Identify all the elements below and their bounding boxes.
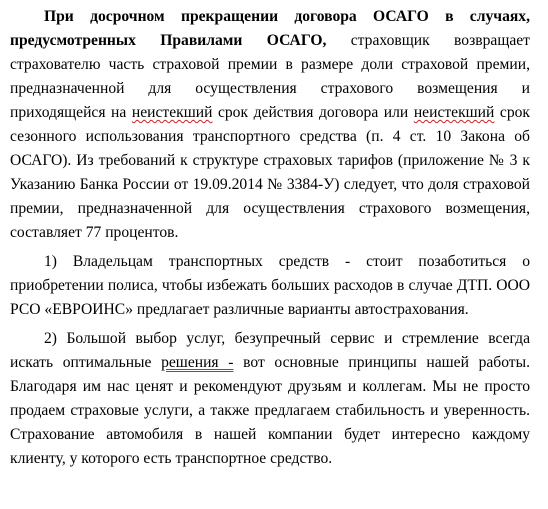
paragraph-2-line: 1) Владельцам транспортных средств - стоит позаботиться о [44,253,530,270]
paragraph-3-line: клиенту, у которого есть транспортное средство. [10,450,333,467]
paragraph-1-line: страхователю часть страховой премии в размере доли страховой премии, [10,56,530,73]
paragraph-1-line [10,101,530,125]
paragraph-3-line: продаем страховые услуги, а также предлагаем стабильность и уверенность. [10,402,530,419]
paragraph-2-line: РСО «ЕВРОИНС» предлагает различные варианты автострахования. [10,301,469,318]
grammar-flagged-text[interactable]: решения - [161,354,234,371]
body-text: срок действия договора или [212,104,414,121]
misspelled-word[interactable]: неистекший [413,104,495,121]
paragraph-1-line: составляет 77 процентов. [10,224,179,241]
paragraph-1-line: предназначенной для осуществления страхового возмещения и [10,80,530,97]
paragraph-3-line: Страхование автомобиля в нашей компании будет интересно каждому [10,426,530,443]
paragraph-1-line [10,29,530,53]
paragraph-1-line: Указанию Банка России от 19.09.2014 № 3384-У) следует, что доля страховой [10,176,530,193]
misspelled-word[interactable]: неистекший [131,104,213,121]
paragraph-3-line [10,351,530,375]
paragraph-3-line: Благодаря им нас ценят и рекомендуют друзьям и коллегам. Мы не просто [10,378,530,395]
body-text: искать оптимальные [10,354,162,371]
body-text: страховщик возвращает [350,32,530,49]
paragraph-1-line: премии, предназначенной для осуществления страхового возмещения, [10,200,530,217]
body-text: вот основные принципы нашей работы. [233,354,531,371]
paragraph-3-line: 2) Большой выбор услуг, безупречный сервис и стремление всегда [44,330,530,347]
paragraph-1-line: сезонного использования транспортного средства (п. 4 ст. 10 Закона об [10,128,530,145]
paragraph-2-line: приобретении полиса, чтобы избежать больших расходов в случае ДТП. ООО [10,277,530,294]
bold-lead-text: При досрочном прекращении договора ОСАГО в случаях, [44,8,530,25]
bold-lead-text: предусмотренных Правилами ОСАГО, [10,32,327,49]
paragraph-1-line: ОСАГО). Из требований к структуре страховых тарифов (приложение № 3 к [10,152,530,169]
body-text: приходящейся на [10,104,132,121]
body-text: срок [494,104,531,121]
paragraph-1-line [44,5,530,29]
